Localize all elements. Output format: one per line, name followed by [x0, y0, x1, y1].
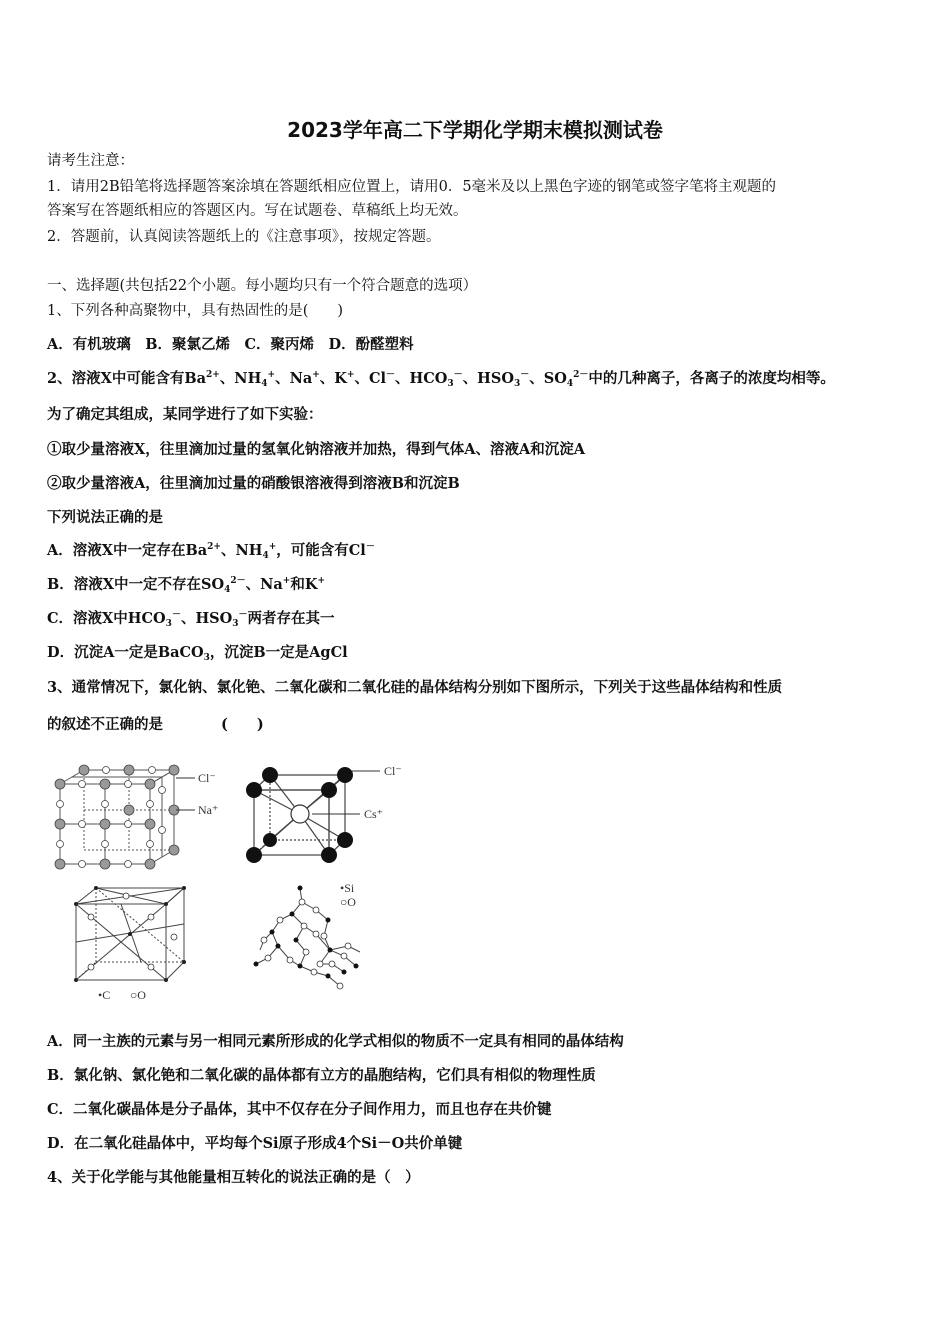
q3-option-b: B．氯化钠、氯化铯和二氧化碳的晶体都有立方的晶胞结构，它们具有相似的物理性质	[47, 1067, 596, 1084]
nacl-na-label: Na⁺	[198, 803, 219, 817]
cscl-cs-label: Cs⁺	[364, 807, 384, 821]
notice-line-1b: 答案写在答题纸相应的答题区内。写在试题卷、草稿纸上均无效。	[47, 203, 468, 219]
q2-option-a: A．溶液X中一定存在$Ba^{2+}$、$NH_4^+$，可能含有Cl－	[47, 542, 375, 561]
notice-heading: 请考生注意：	[47, 153, 134, 169]
page-title: 2023学年高二下学期化学期末模拟测试卷	[287, 118, 663, 142]
q3-stem-1: 3、通常情况下，氯化钠、氯化铯、二氧化碳和二氧化硅的晶体结构分别如下图所示，下列关于这些晶体结构和性质	[47, 679, 783, 696]
sio2-si-label: •Si	[340, 881, 355, 895]
co2-o-label: ○O	[130, 988, 146, 1002]
co2-c-label: •C	[98, 988, 111, 1002]
notice-line-2: 2．答题前，认真阅读答题纸上的《注意事项》，按规定答题。	[47, 229, 441, 245]
sio2-o-label: ○O	[340, 895, 356, 909]
q3-stem-2: 的叙述不正确的是 ( )	[47, 716, 264, 733]
nacl-cl-label: Cl⁻	[198, 771, 216, 785]
q3-option-d: D．在二氧化硅晶体中，平均每个Si原子形成4个Si－O共价单键	[47, 1135, 463, 1152]
q1-options: A．有机玻璃 B．聚氯乙烯 C．聚丙烯 D．酚醛塑料	[47, 336, 414, 353]
sio2-crystal-figure	[244, 880, 384, 1002]
q2-intro: 为了确定其组成，某同学进行了如下实验：	[47, 406, 323, 423]
nacl-crystal-figure	[52, 762, 232, 872]
co2-crystal-figure	[66, 882, 196, 1004]
q4-stem: 4、关于化学能与其他能量相互转化的说法正确的是（ ）	[47, 1169, 420, 1186]
q2-ask: 下列说法正确的是	[47, 509, 163, 526]
q2-stem: 2、溶液X中可能含有$Ba^{2+}$、$NH_4^+$、Na+、K+、Cl－、$HCO_3^-$、$HSO_3^-$、$SO_4^{2-}$中的几种离子，各离子的浓度均相等。	[47, 370, 835, 389]
q2-option-b: B．溶液X中一定不存在$SO_4^{2-}$、Na+和K+	[47, 576, 325, 595]
cscl-cl-label: Cl⁻	[384, 764, 402, 778]
cscl-crystal-figure	[240, 760, 420, 870]
notice-line-1a: 1．请用2B铅笔将选择题答案涂填在答题纸相应位置上，请用0．5毫米及以上黑色字迹的钢笔或签字笔将主观题的	[47, 179, 777, 195]
q2-step-1: ①取少量溶液X，往里滴加过量的氢氧化钠溶液并加热，得到气体A、溶液A和沉淀A	[47, 441, 585, 458]
section-heading: 一、选择题(共包括22个小题。每小题均只有一个符合题意的选项）	[47, 278, 478, 294]
q3-option-c: C．二氧化碳晶体是分子晶体，其中不仅存在分子间作用力，而且也存在共价键	[47, 1101, 552, 1118]
q1-stem: 1、下列各种高聚物中，具有热固性的是( )	[47, 303, 344, 319]
q3-option-a: A．同一主族的元素与另一相同元素所形成的化学式相似的物质不一定具有相同的晶体结构	[47, 1033, 624, 1050]
q2-option-c: C．溶液X中$HCO_3^-$、$HSO_3^-$两者存在其一	[47, 610, 335, 629]
q2-step-2: ②取少量溶液A，往里滴加过量的硝酸银溶液得到溶液B和沉淀B	[47, 475, 460, 492]
q2-option-d: D．沉淀A一定是BaCO$_3$，沉淀B一定是AgCl	[47, 644, 348, 663]
